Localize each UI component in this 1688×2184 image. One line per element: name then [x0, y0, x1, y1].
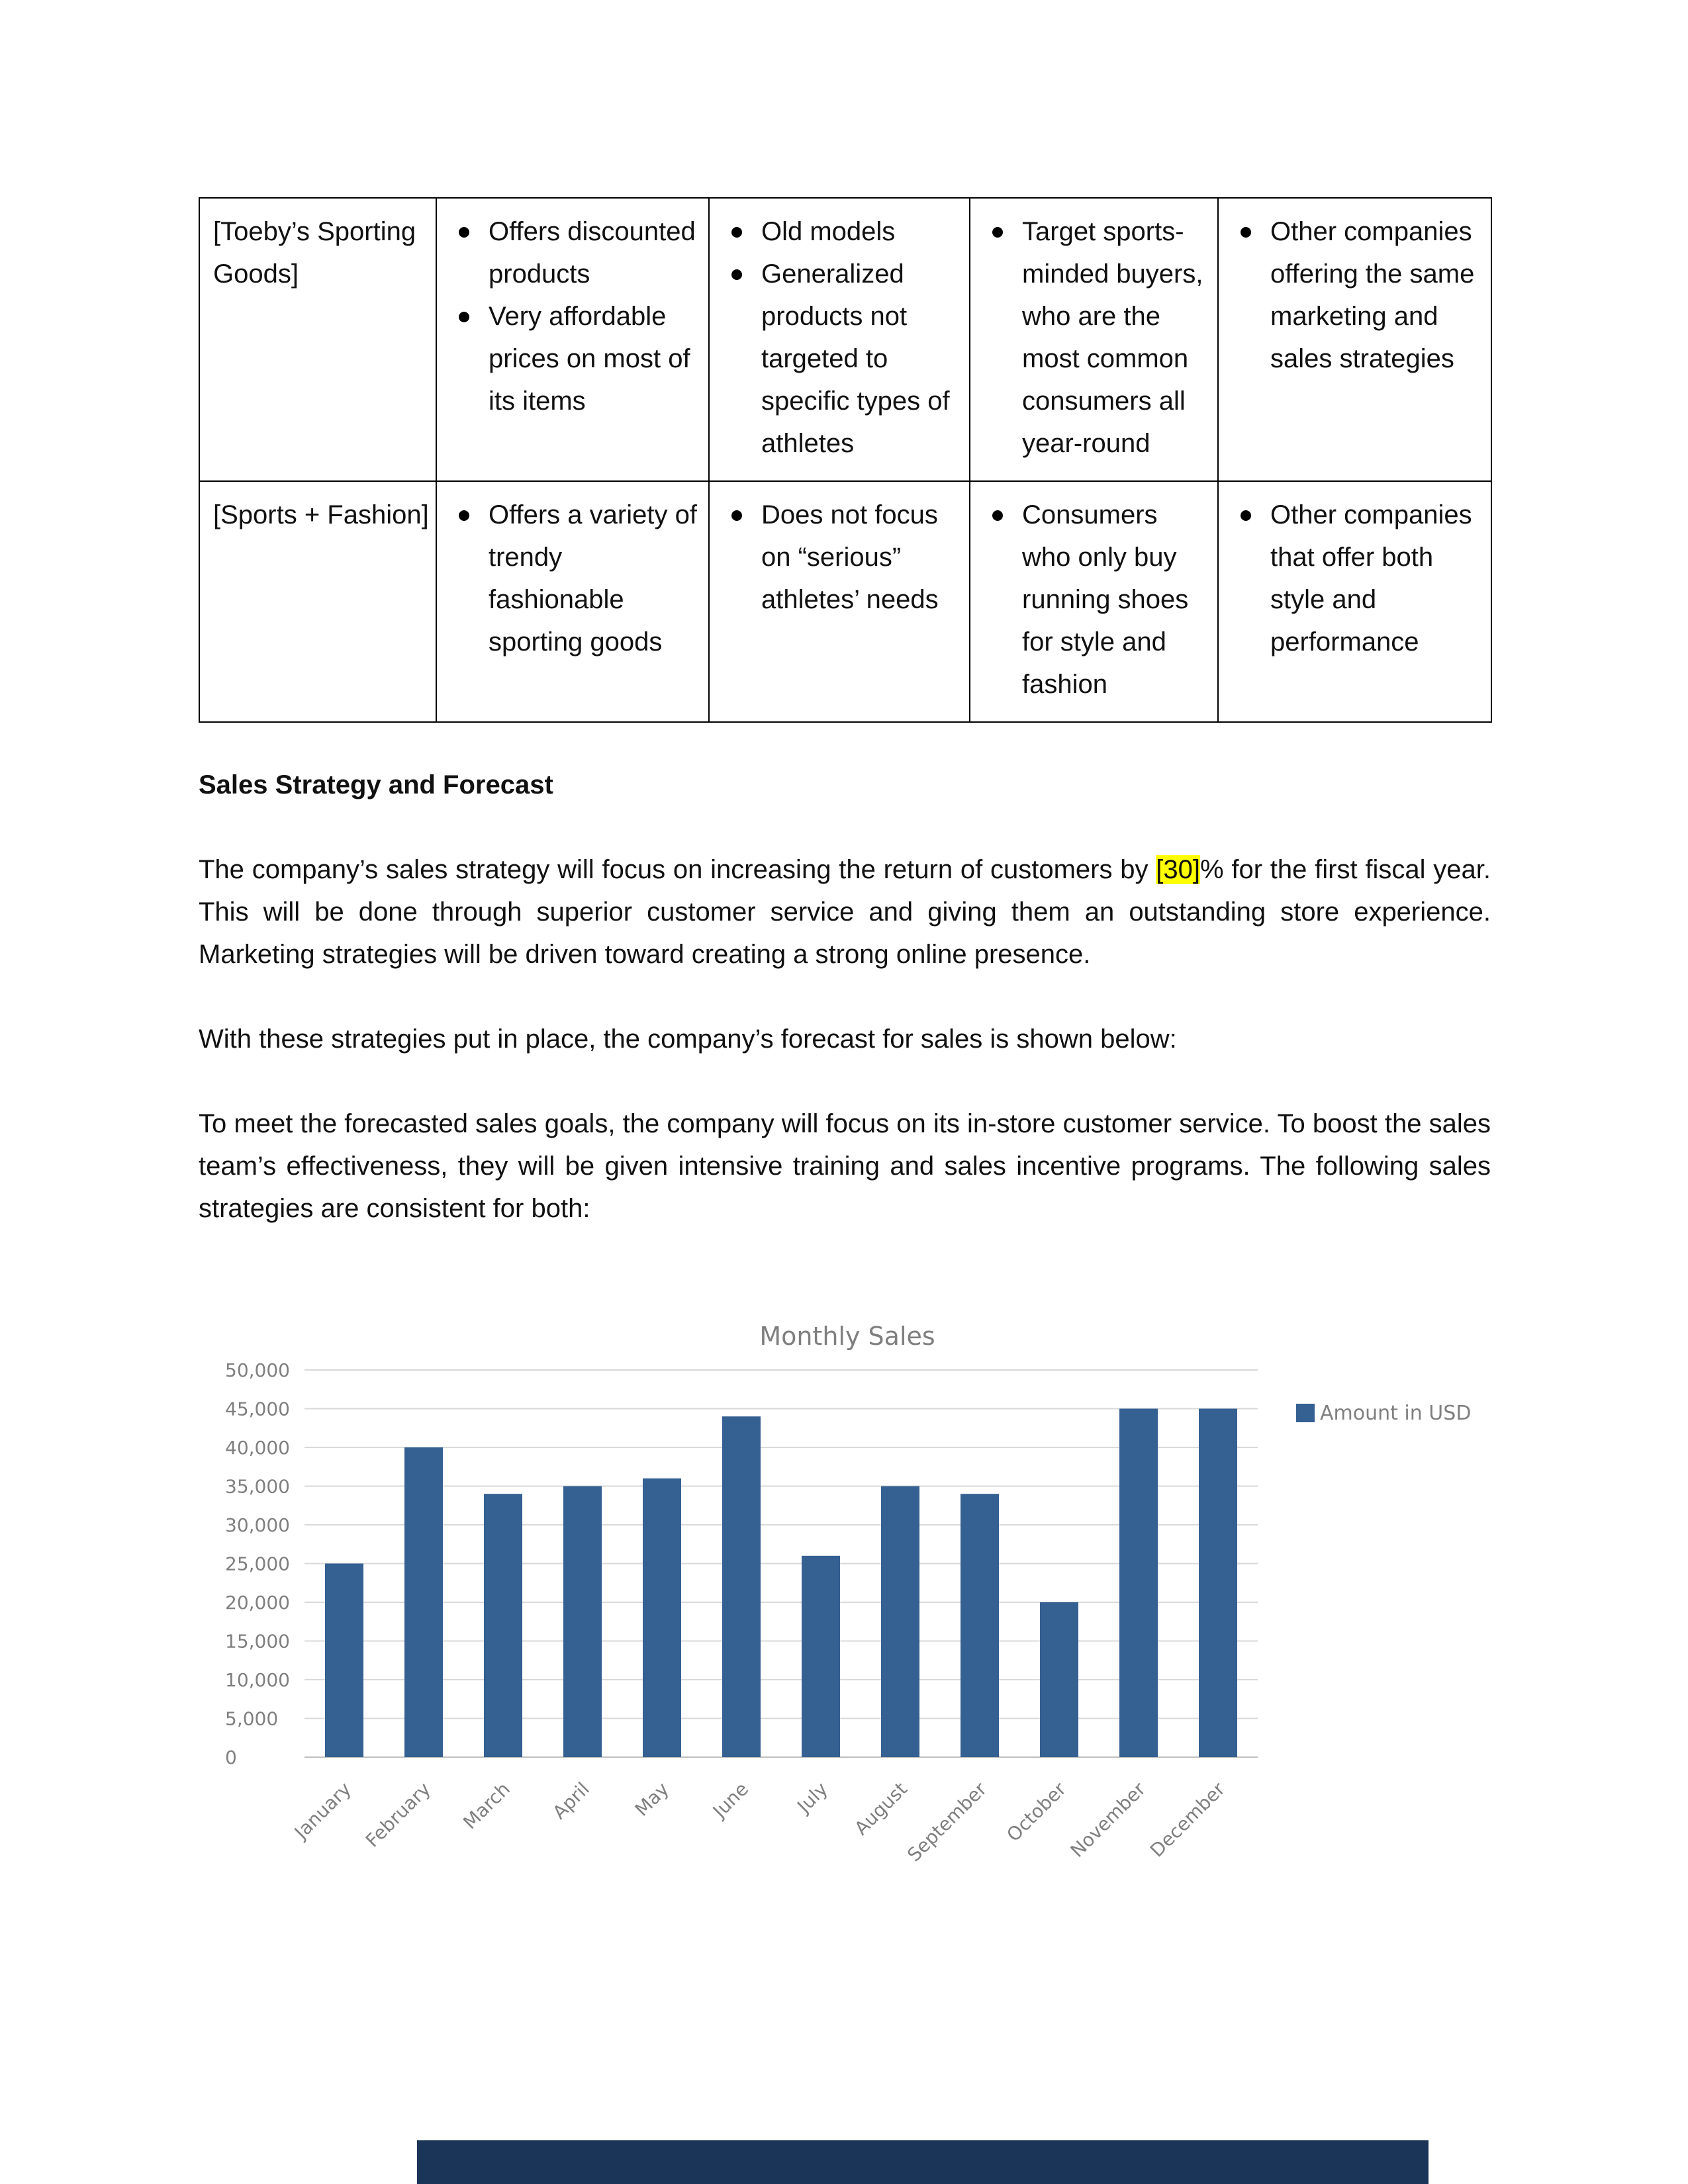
p1-text-end: % for the first fiscal year. This will be done through superior customer service and giving them an outstanding store experience. Marketing strategies will be driven toward creating a strong online presence. [199, 855, 1491, 969]
threats-list [1232, 210, 1484, 380]
bar-december [1199, 1409, 1237, 1758]
threats-cell [1218, 198, 1491, 481]
legend-label: Amount in USD [1320, 1402, 1472, 1425]
list-item: Consumers who only buy running shoes for style and fashion [1022, 494, 1211, 705]
paragraph-sales-goals: To meet the forecasted sales goals, the company will focus on its in-store customer service. To boost the sales team’s effectiveness, they will be given intensive training and sales incentive programs. The following sales strategies are consistent for both: [199, 1109, 1491, 1223]
competitor-name-cell: [Sports + Fashion] [199, 481, 436, 722]
table-row [199, 481, 1491, 722]
chart-legend [1296, 1402, 1471, 1425]
x-tick-label: December [1145, 1778, 1229, 1862]
chart-svg [199, 1307, 1489, 1903]
paragraph-forecast-intro: With these strategies put in place, the company’s forecast for sales is shown below: [199, 1024, 1177, 1054]
x-tick-label: June [708, 1778, 753, 1823]
chart-y-tick-labels [225, 1359, 290, 1768]
bar-february [404, 1447, 443, 1757]
bar-june [722, 1416, 761, 1757]
list-item: Generalized products not targeted to specific types of athletes [761, 253, 962, 465]
x-tick-label: July [793, 1778, 832, 1817]
list-item: Offers discounted products [489, 210, 702, 295]
x-tick-label: April [548, 1778, 594, 1824]
y-tick-label: 30,000 [225, 1514, 290, 1536]
x-tick-label: February [361, 1778, 435, 1852]
weaknesses-list [723, 494, 962, 621]
strengths-list [450, 494, 702, 663]
opportunities-list [984, 494, 1211, 705]
bar-september [961, 1494, 999, 1757]
strengths-cell [436, 198, 709, 481]
list-item: Target sports-minded buyers, who are the most common consumers all year-round [1022, 210, 1211, 465]
opportunities-cell [970, 198, 1218, 481]
footer-bar [417, 2140, 1429, 2184]
x-tick-label: March [459, 1778, 514, 1834]
x-tick-label: September [903, 1778, 991, 1866]
y-tick-label: 5,000 [225, 1707, 279, 1730]
opportunities-cell [970, 481, 1218, 722]
list-item: Offers a variety of trendy fashionable sporting goods [489, 494, 702, 663]
threats-list [1232, 494, 1484, 663]
threats-cell [1218, 481, 1491, 722]
competitor-name-cell: [Toeby’s Sporting Goods] [199, 198, 436, 481]
y-tick-label: 35,000 [225, 1475, 290, 1498]
legend-swatch [1296, 1404, 1315, 1422]
x-tick-label: January [290, 1778, 355, 1844]
list-item: Other companies offering the same marketing and sales strategies [1270, 210, 1484, 380]
bar-october [1040, 1602, 1078, 1757]
competitor-table [199, 197, 1492, 723]
y-tick-label: 40,000 [225, 1437, 290, 1459]
list-item: Very affordable prices on most of its items [489, 295, 702, 422]
chart-gridlines [305, 1370, 1258, 1757]
bar-may [643, 1479, 681, 1757]
chart-bars [325, 1409, 1237, 1758]
bar-july [802, 1556, 840, 1757]
opportunities-list [984, 210, 1211, 465]
list-item: Old models [761, 210, 962, 253]
bar-march [484, 1494, 522, 1757]
table-row [199, 198, 1491, 481]
strengths-list [450, 210, 702, 422]
list-item: Does not focus on “serious” athletes’ needs [761, 494, 962, 621]
y-tick-label: 50,000 [225, 1359, 290, 1381]
monthly-sales-chart [199, 1307, 1489, 1903]
paragraph-sales-strategy [199, 848, 1491, 976]
y-tick-label: 0 [225, 1747, 237, 1768]
x-tick-label: October [1002, 1778, 1070, 1846]
competitor-table-body [199, 198, 1491, 722]
weaknesses-cell [709, 198, 970, 481]
section-heading: Sales Strategy and Forecast [199, 770, 553, 799]
y-tick-label: 15,000 [225, 1630, 290, 1653]
page-content [199, 197, 1491, 1230]
x-tick-label: May [630, 1778, 673, 1821]
y-tick-label: 20,000 [225, 1592, 290, 1614]
weaknesses-cell [709, 481, 970, 722]
strengths-cell [436, 481, 709, 722]
list-item: Other companies that offer both style and performance [1270, 494, 1484, 663]
chart-title: Monthly Sales [759, 1322, 935, 1351]
weaknesses-list [723, 210, 962, 465]
p1-text-start: The company’s sales strategy will focus on increasing the return of customers by [199, 855, 1156, 884]
bar-august [881, 1486, 919, 1758]
x-tick-label: August [850, 1778, 912, 1840]
highlighted-percent: [30] [1156, 855, 1200, 884]
bar-january [325, 1564, 363, 1758]
x-tick-label: November [1066, 1778, 1150, 1862]
y-tick-label: 25,000 [225, 1553, 290, 1575]
y-tick-label: 10,000 [225, 1669, 290, 1691]
chart-x-tick-labels [289, 1778, 1229, 1866]
y-tick-label: 45,000 [225, 1398, 290, 1420]
bar-november [1119, 1409, 1158, 1758]
bar-april [563, 1486, 602, 1758]
